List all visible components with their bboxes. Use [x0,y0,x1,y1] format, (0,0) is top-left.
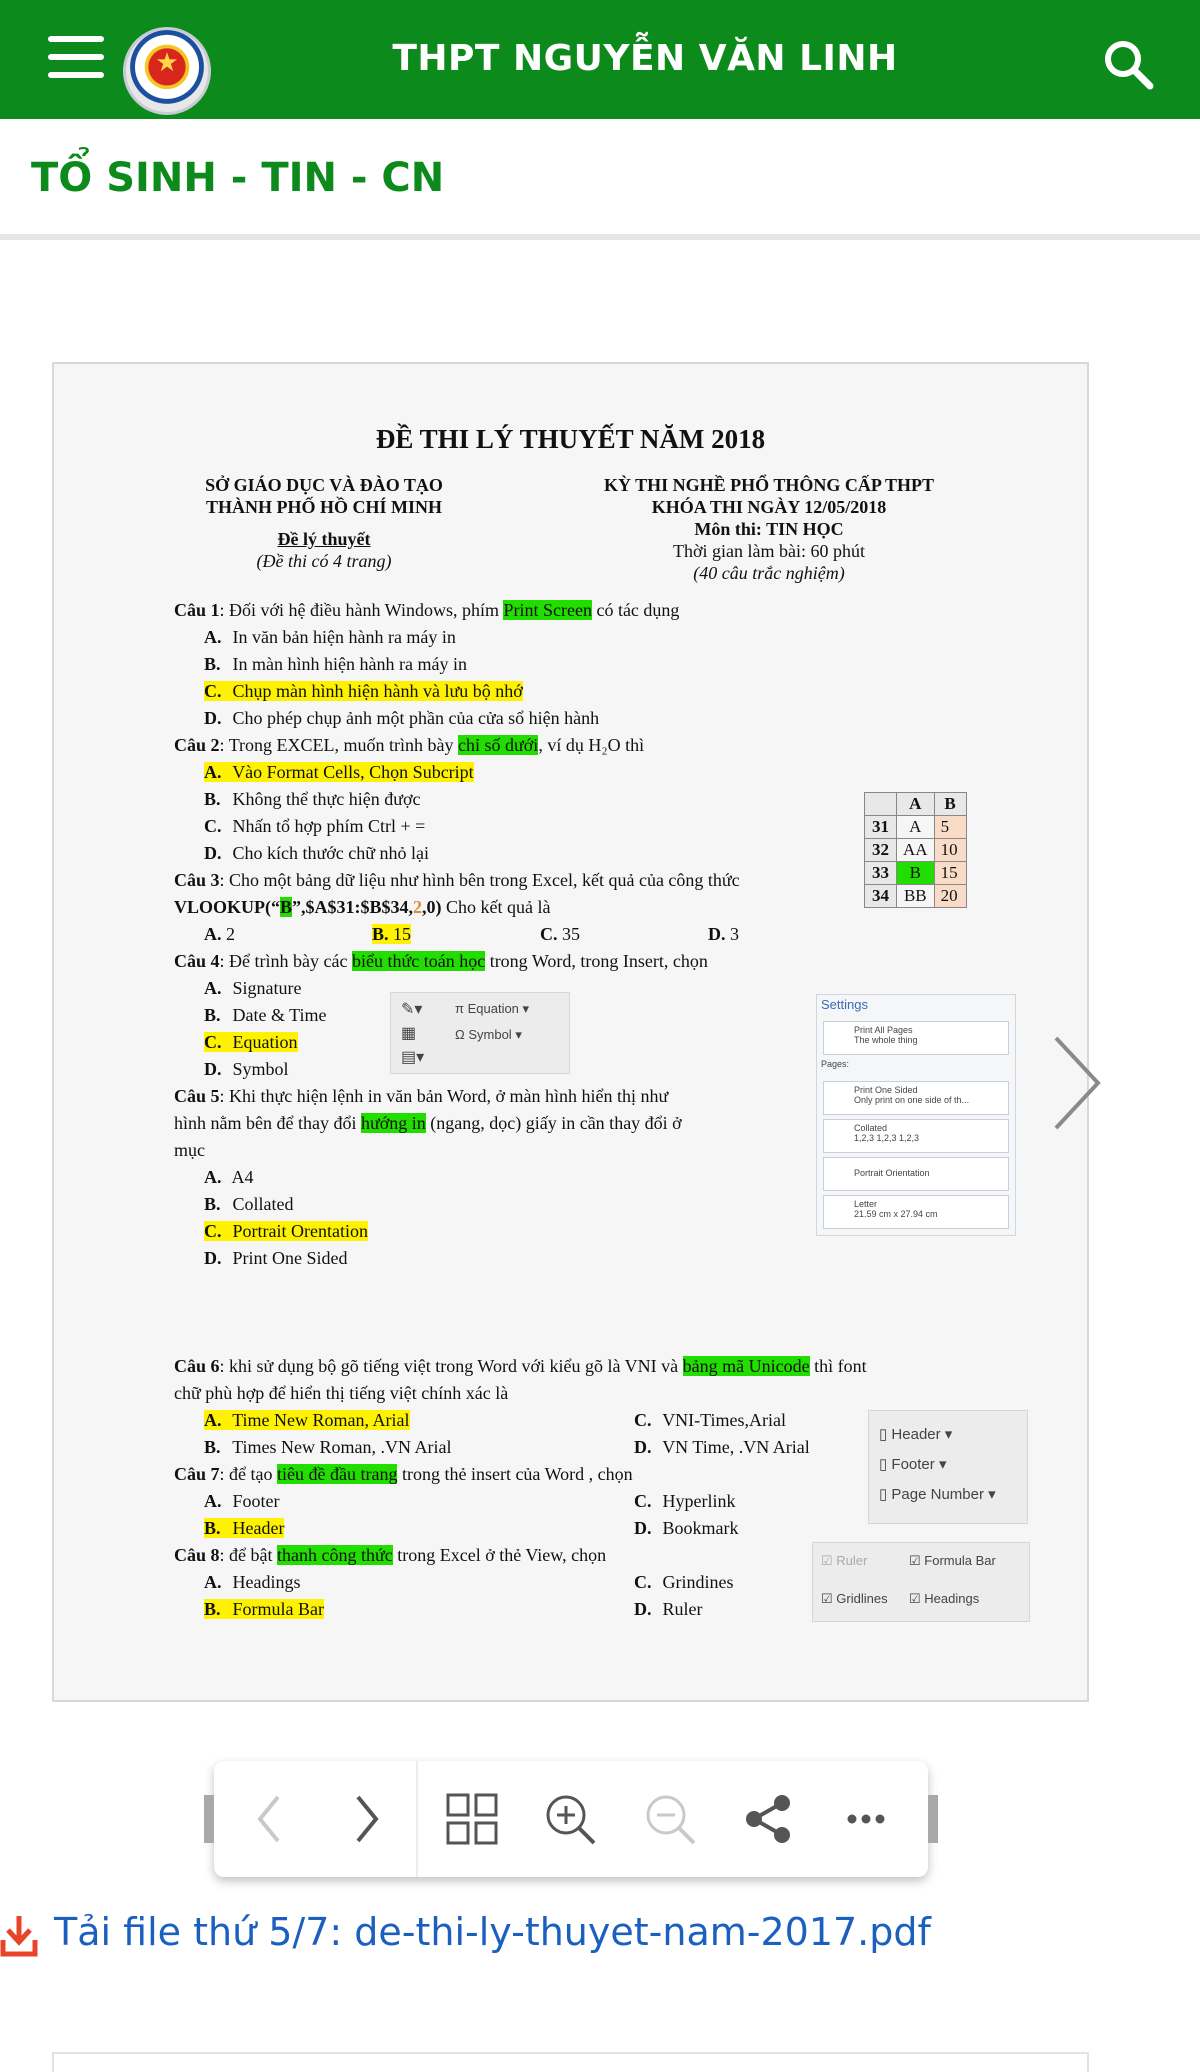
question-number: Câu 2 [174,735,220,755]
option-letter: C. [634,1572,652,1592]
option-text: Nhấn tổ hợp phím Ctrl + = [232,816,426,836]
page-number-label: Page Number [891,1486,984,1503]
orientation-option [823,1157,1009,1191]
calendar-icon: ▦ [401,1025,417,1042]
site-title[interactable]: THPT NGUYỄN VĂN LINH [392,38,898,79]
option-letter: D. [204,1248,222,1268]
next-page-arrow-icon[interactable] [1046,1018,1106,1148]
exam-title: ĐỀ THI LÝ THUYẾT NĂM 2018 [375,424,766,454]
download-icon[interactable] [0,1914,38,1958]
option-text: 2 [226,924,235,944]
option-text: A4 [231,1167,254,1187]
correct-option-text: Time New Roman, Arial [232,1410,410,1430]
question-text: trong thẻ insert của Word , chọn [397,1464,633,1484]
page-count-note: (Đề thi có 4 trang) [256,551,392,571]
option-a [174,1164,774,1191]
cell: 5 [934,816,966,839]
option-text: Times New Roman, .VN Arial [232,1437,452,1457]
option-text: Collated [232,1194,294,1214]
option-c [174,678,1034,705]
option-letter: A. [204,627,222,647]
option-b [174,1191,774,1218]
correct-option-text: 15 [393,924,412,944]
footer-item: ▯ Footer ▾ [879,1456,947,1473]
option-label: Portrait Orientation [854,1168,930,1178]
option-text: 35 [562,924,580,944]
grid-view-icon[interactable] [442,1789,502,1849]
highlight: hướng in [360,1113,426,1133]
corner-cell [865,793,897,816]
question-count-note: (40 câu trắc nghiệm) [693,563,845,583]
option-a [204,921,372,948]
option-letter: B. [372,924,389,944]
question-number: Câu 7 [174,1464,220,1484]
option-text: VN Time, .VN Arial [662,1437,810,1457]
symbol-label: Symbol [468,1027,512,1042]
ruler-label: Ruler [836,1553,868,1568]
previous-page-icon[interactable] [240,1789,300,1849]
gridlines-checkbox: ☑ Gridlines [821,1591,888,1606]
option-text: Symbol [232,1059,289,1079]
option-c [174,1218,774,1245]
option-text: Cho kích thước chữ nhỏ lại [232,843,429,863]
cell: AA [897,839,935,862]
settings-title: Settings [821,997,868,1012]
equation-item: π Equation ▾ [455,1001,530,1016]
question-text: thì font [809,1356,867,1376]
option-letter: A. [204,924,222,944]
object-icon: ▤▾ [401,1049,425,1066]
option-b [174,1515,604,1542]
option-letter: B. [204,1599,221,1619]
highlight: chỉ số dưới [458,735,539,755]
option-letter: B. [204,1194,221,1214]
option-text: VNI-Times,Arial [662,1410,787,1430]
option-letter: B. [204,1437,221,1457]
question-text: : Đối với hệ điều hành Windows, phím [219,600,504,620]
question-5 [174,1083,774,1272]
paper-size-option [823,1195,1009,1229]
option-letter: C. [204,816,222,836]
cell: 15 [934,862,966,885]
formula-bar-label: Formula Bar [924,1553,996,1568]
option-b [174,1596,604,1623]
word-insert-ribbon-image [390,992,570,1074]
toolbar-handle-left[interactable] [204,1795,214,1843]
formula-part: ”,$A$31:$B$34, [292,897,414,917]
pages-label: Pages: [821,1059,850,1069]
option-d [174,1245,774,1272]
option-c [604,1488,1034,1515]
option-text: Headings [232,1572,301,1592]
hamburger-menu-icon[interactable] [48,36,104,82]
more-options-icon[interactable] [836,1789,896,1849]
gridlines-label: Gridlines [836,1591,888,1606]
option-text: In văn bản hiện hành ra máy in [232,627,456,647]
correct-option-text: Equation [232,1032,298,1052]
options-row [174,1515,1034,1542]
option-text: Grindines [662,1572,734,1592]
option-letter: A. [204,762,222,782]
option-letter: C. [540,924,558,944]
question-text: : để tạo [219,1464,277,1484]
highlight: thanh công thức [277,1545,393,1565]
option-text: Footer [232,1491,280,1511]
question-text: : Khi thực hiện lệnh in văn bản Word, ở màn hình hiển thị như [219,1086,669,1106]
question-text: chữ phù hợp để hiển thị tiếng việt chính xác là [174,1383,509,1403]
cell: B [897,862,935,885]
option-letter: D. [634,1437,652,1457]
exam-subject: Môn thi: TIN HỌC [694,519,844,539]
options-row [174,921,1034,948]
top-app-bar [0,0,1200,119]
correct-option-text: Vào Format Cells, Chọn Subcript [232,762,474,782]
question-3 [174,867,814,894]
word-print-settings-image [816,994,1016,1236]
toolbar-divider [416,1761,418,1877]
header-label: Header [891,1426,941,1443]
cell: 20 [934,885,966,908]
option-label: Print All Pages [854,1025,913,1035]
highlight: Print Screen [503,600,592,620]
option-label: Print One Sided [854,1085,918,1095]
option-b [372,921,540,948]
school-logo[interactable] [123,27,211,115]
option-text: Ruler [662,1599,703,1619]
correct-option-text: Header [232,1518,285,1538]
option-letter: C. [204,681,222,701]
cell: 10 [934,839,966,862]
row-header: 32 [865,839,897,862]
option-letter: B. [204,654,221,674]
option-letter: C. [204,1221,222,1241]
option-sub: 21.59 cm x 27.94 cm [854,1209,938,1219]
question-3-formula [174,894,1034,948]
headings-checkbox: ☑ Headings [909,1591,980,1606]
option-letter: A. [204,978,222,998]
question-8 [174,1542,1034,1623]
cell: BB [897,885,935,908]
question-text: : Cho một bảng dữ liệu như hình bên trong Excel, kết quả của công thức [219,870,740,890]
row-header: 33 [865,862,897,885]
correct-option-text: Portrait Orentation [232,1221,368,1241]
option-a [174,1488,604,1515]
question-number: Câu 6 [174,1356,220,1376]
question-text: có tác dụng [591,600,680,620]
option-sub: Only print on one side of th... [854,1095,970,1105]
edit-icon: ✎▾ [401,1001,423,1018]
option-d [708,921,876,948]
options-row [174,1596,1034,1623]
exam-name: KỲ THI NGHỀ PHỔ THÔNG CẤP THPT [603,475,935,495]
option-b [174,1434,604,1461]
option-text: Cho phép chụp ảnh một phần của cửa sổ hiện hành [232,708,600,728]
question-number: Câu 1 [174,600,220,620]
option-text: Date & Time [232,1005,327,1025]
question-number: Câu 3 [174,870,220,890]
print-all-pages-option [823,1021,1009,1055]
download-link[interactable] [0,1906,1200,1962]
option-letter: D. [634,1518,652,1538]
question-number: Câu 4 [174,951,220,971]
option-letter: A. [204,1167,222,1187]
next-document-card[interactable] [52,2052,1089,2072]
section-title[interactable]: TỔ SINH - TIN - CN [31,155,445,201]
highlight: biểu thức toán học [351,951,486,971]
option-letter: B. [204,789,221,809]
option-letter: A. [204,1491,222,1511]
toolbar-handle-right[interactable] [928,1795,938,1843]
question-text: : khi sử dụng bộ gõ tiếng việt trong Word với kiểu gõ là VNI và [219,1356,683,1376]
dept-line: SỞ GIÁO DỤC VÀ ĐÀO TẠO [205,475,443,495]
option-a [174,624,1034,651]
option-label: Letter [854,1199,878,1209]
next-page-icon[interactable] [336,1789,396,1849]
options-row [174,1488,1034,1515]
option-text: Hyperlink [662,1491,736,1511]
option-d [174,705,1034,732]
option-sub: The whole thing [854,1035,918,1045]
question-number: Câu 5 [174,1086,220,1106]
option-c [604,1569,1034,1596]
download-link-text[interactable]: Tải file thứ 5/7: de-thi-ly-thuyet-nam-2017.pdf [54,1910,931,1954]
print-one-sided-option [823,1081,1009,1115]
option-letter: D. [204,843,222,863]
option-d [604,1596,1034,1623]
formula-bar-checkbox: ☑ Formula Bar [909,1553,996,1568]
exam-date: KHÓA THI NGÀY 12/05/2018 [651,497,887,517]
question-text: : để bật [219,1545,277,1565]
option-text: Không thể thực hiện được [232,789,421,809]
option-letter: C. [634,1410,652,1430]
pdf-viewer[interactable] [0,246,1200,1906]
zoom-out-icon[interactable] [640,1789,700,1849]
row-header: 34 [865,885,897,908]
correct-option-text: Chụp màn hình hiện hành và lưu bộ nhớ [232,681,523,701]
options-row [174,1569,1034,1596]
collated-option [823,1119,1009,1153]
question-text: (ngang, dọc) giấy in cần thay đổi ở [425,1113,682,1133]
correct-option-text: Formula Bar [232,1599,324,1619]
search-icon[interactable] [1100,36,1156,92]
formula-part: ,0) [422,897,442,917]
option-letter: A. [204,1410,222,1430]
cell: A [897,816,935,839]
zoom-in-icon[interactable] [540,1789,600,1849]
formula-column: 2 [413,897,423,917]
question-text: mục [174,1140,205,1160]
question-number: Câu 8 [174,1545,220,1565]
option-sub: 1,2,3 1,2,3 1,2,3 [854,1133,920,1143]
option-a [174,759,1034,786]
option-letter: A. [204,1572,222,1592]
question-text: : Trong EXCEL, muốn trình bày [219,735,459,755]
col-header: B [934,793,966,816]
option-letter: B. [204,1005,221,1025]
highlight: tiêu đề đầu trang [277,1464,398,1484]
row-header: 31 [865,816,897,839]
section-header [0,119,1200,240]
question-7 [174,1461,1034,1542]
option-letter: C. [634,1491,652,1511]
highlight: bảng mã Unicode [682,1356,810,1376]
option-letter: D. [204,1059,222,1079]
pdf-toolbar [214,1761,928,1877]
exam-header-right [559,474,979,584]
question-text: , ví dụ H₂O thì [538,735,645,755]
option-c [540,921,708,948]
equation-label: Equation [467,1001,519,1016]
question-text: trong Excel ở thẻ View, chọn [392,1545,607,1565]
page-number-item: ▯ Page Number ▾ [879,1486,996,1503]
question-text: hình nằm bên để thay đổi [174,1113,361,1133]
city-line: THÀNH PHỐ HỒ CHÍ MINH [205,497,442,517]
option-text: In màn hình hiện hành ra máy in [232,654,467,674]
option-b [174,651,1034,678]
question-1 [174,597,1034,732]
option-text: Print One Sided [232,1248,348,1268]
question-text: trong Word, trong Insert, chọn [485,951,708,971]
col-header: A [897,793,935,816]
option-letter: D. [204,708,222,728]
share-icon[interactable] [738,1789,798,1849]
headings-label: Headings [924,1591,980,1606]
option-a [174,1407,604,1434]
question-text: : Để trình bày các [219,951,352,971]
header-item: ▯ Header ▾ [879,1426,953,1443]
pdf-page[interactable] [52,362,1089,1702]
option-letter: D. [634,1599,652,1619]
symbol-item: Ω Symbol ▾ [455,1027,522,1042]
option-text: Signature [232,978,302,998]
exam-header-left [174,474,474,572]
exam-duration: Thời gian làm bài: 60 phút [673,541,865,561]
option-label: Collated [854,1123,888,1133]
ruler-checkbox: ☑ Ruler [821,1553,868,1568]
footer-label: Footer [891,1456,935,1473]
formula-highlight: B [280,897,293,917]
question-text: Cho kết quả là [441,897,551,917]
formula-part: VLOOKUP(“ [174,897,280,917]
option-text: Bookmark [662,1518,739,1538]
exam-type: Đề lý thuyết [277,529,371,549]
option-text: 3 [730,924,739,944]
option-d [604,1515,1034,1542]
option-letter: D. [708,924,726,944]
option-a [174,1569,604,1596]
excel-data-table [864,792,967,908]
option-letter: C. [204,1032,222,1052]
option-letter: B. [204,1518,221,1538]
